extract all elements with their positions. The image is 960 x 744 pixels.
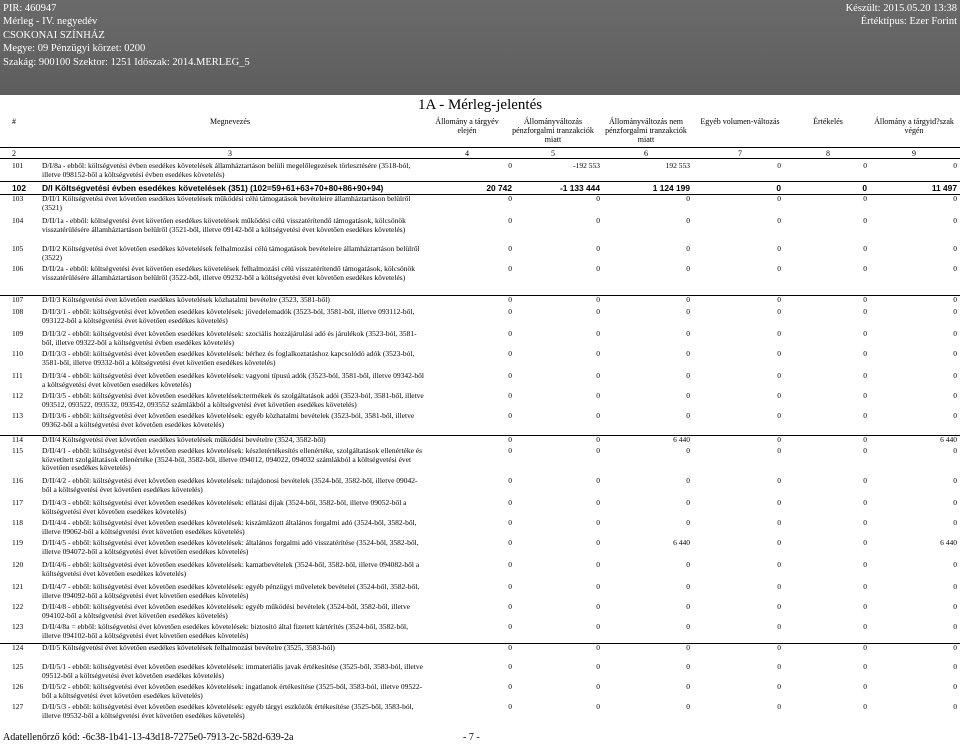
row-value: 0 [863, 194, 867, 203]
row-value: 0 [508, 295, 512, 304]
row-number: 118 [12, 518, 23, 527]
row-number: 111 [12, 371, 23, 380]
row-description: D/II/4/6 - ebből: költségvetési évet követően esedékes követelések: kamatbevételek (3524-ből, 3582-ből, illetve 094082-ből a költségvetési évet követően esedékes követelés) [42, 560, 420, 578]
row-value: 0 [686, 446, 690, 455]
row-value: 0 [863, 446, 867, 455]
row-value: 0 [953, 194, 957, 203]
row-value: 0 [508, 264, 512, 273]
row-value: 0 [863, 216, 867, 225]
row-description: D/II/4/5 - ebből: költségvetési évet követően esedékes követelések: általános forgalmi adó visszatérítése (3524-ből, 3582-ből, illetve 094072-ből a költségvetési évet követően esedékes követelés) [42, 538, 419, 556]
row-description: D/I Költségvetési évben esedékes követelések (351) (102=59+61+63+70+80+86+90+94) [42, 183, 384, 193]
row-value: 0 [596, 682, 600, 691]
row-value: 0 [953, 643, 957, 652]
row-number: 107 [12, 295, 24, 304]
row-description: D/II/4/8a = ebből: költségvetési évet követően esedékes követelések: biztosító által fizetett kártérítés (3524-ből, 3582-ből, illetve 094102-ből a költségvetési évet követően esedékes követelés) [42, 622, 408, 640]
row-value: 0 [596, 307, 600, 316]
row-value: 0 [596, 622, 600, 631]
row-value: 0 [777, 602, 781, 611]
row-value: 0 [596, 329, 600, 338]
row-value: 0 [686, 498, 690, 507]
row-value: 0 [596, 216, 600, 225]
row-number: 126 [12, 682, 24, 691]
row-value: 20 742 [486, 183, 512, 193]
row-description: D/I/8a - ebből: költségvetési évben esedékes követelések államháztartáson belüli megelőlegezések törlesztésére (3518-ból, illetve 098152-ből a költségvetési évben esedékes követelés) [42, 161, 411, 179]
row-description: D/II/2a - ebből: költségvetési évet követően esedékes követelések felhalmozási célú visszatérítendő támogatások, kölcsönök visszatérülésére államháztartáson belülről (3522-ből, illetve 09232-ből a költségvetési évet követően esedékes követelés) [42, 264, 416, 282]
row-number: 116 [12, 476, 23, 485]
row-value: 0 [596, 662, 600, 671]
row-value: 0 [953, 307, 957, 316]
row-value: 0 [508, 161, 512, 170]
header-pir: PIR: 460947 [3, 3, 57, 14]
column-number: 6 [644, 149, 648, 158]
row-value: 0 [686, 244, 690, 253]
row-value: 0 [953, 560, 957, 569]
row-value: 0 [863, 264, 867, 273]
row-description: D/II/4/3 - ebből: költségvetési évet követően esedékes követelések: ellátási díjak (3524-ből, 3582-ből, illetve 09052-ből a költségvetési évet követően esedékes követelés) [42, 498, 407, 516]
row-value: 0 [863, 582, 867, 591]
row-value: 0 [777, 411, 781, 420]
row-value: 0 [953, 329, 957, 338]
row-value: 0 [777, 446, 781, 455]
row-number: 108 [12, 307, 24, 316]
row-number: 103 [12, 194, 24, 203]
row-value: 0 [863, 329, 867, 338]
row-value: 0 [596, 411, 600, 420]
row-value: 0 [953, 622, 957, 631]
header-created: Készült: 2015.05.20 13:38 [845, 3, 957, 14]
row-value: 0 [686, 411, 690, 420]
row-value: 0 [863, 538, 867, 547]
row-description: D/II/1a - ebből: költségvetési évet követően esedékes követelések működési célú visszatérítendő támogatások, kölcsönök visszatérülésére államháztartáson belülről (3521-ből, illetve 09142-ből a költségvetési évet követően esedékes követelés) [42, 216, 406, 234]
row-description: D/II/3/2 - ebből: költségvetési évet követően esedékes követelések: szociális hozzájárulási adó és járulékok (3523-ból, 3581-ből, illetve 09322-ből a költségvetési évben esedékes követelés) [42, 329, 417, 347]
column-headers [0, 116, 960, 147]
table-row [0, 295, 960, 304]
column-number: 8 [826, 149, 830, 158]
row-value: 0 [953, 476, 957, 485]
row-value: 0 [777, 560, 781, 569]
row-description: D/II/5 Költségvetési évet követően esedékes követelések felhalmozási bevételre (3525, 3583-ból) [42, 643, 335, 652]
row-value: 0 [777, 371, 781, 380]
row-value: 0 [596, 498, 600, 507]
row-number: 109 [12, 329, 24, 338]
row-value: 0 [953, 498, 957, 507]
row-value: 6 440 [940, 538, 957, 547]
document-header-right [846, 2, 957, 29]
column-number: 7 [738, 149, 742, 158]
column-header-index: # [12, 117, 16, 126]
row-value: 0 [863, 702, 867, 711]
row-value: 0 [777, 307, 781, 316]
row-value: 0 [953, 702, 957, 711]
table-row [0, 643, 960, 652]
row-description: D/II/4/2 - ebből: költségvetési évet követően esedékes követelések: tulajdonosi bevételek (3524-ből, 3582-ből, illetve 09042-ből a költségvetési évet követően esedékes követelés) [42, 476, 418, 494]
row-value: 0 [863, 161, 867, 170]
row-value: 0 [863, 498, 867, 507]
row-value: 0 [596, 371, 600, 380]
row-value: 0 [686, 518, 690, 527]
footer-page-number: - 7 - [463, 732, 480, 743]
column-header-description: Megnevezés [210, 117, 250, 126]
row-number: 113 [12, 411, 23, 420]
row-number: 120 [12, 560, 24, 569]
column-number: 2 [12, 149, 16, 158]
column-number: 5 [551, 149, 555, 158]
row-value: 0 [777, 682, 781, 691]
row-value: 0 [863, 622, 867, 631]
row-value: 0 [508, 216, 512, 225]
row-description: D/II/4/8 - ebből: költségvetési évet követően esedékes követelések: egyéb működési bevételek (3524-ből, 3582-ből, illetve 094102-ből a költségvetési évet követően esedékes követelés) [42, 602, 411, 620]
row-description: D/II/4 Költségvetési évet követően esedékes követelések működési bevételre (3524, 3582-ből) [42, 435, 326, 444]
row-number: 124 [12, 643, 24, 652]
column-number: 9 [912, 149, 916, 158]
row-value: 0 [596, 264, 600, 273]
row-value: 0 [596, 194, 600, 203]
row-value: 0 [953, 349, 957, 358]
row-value: 0 [863, 662, 867, 671]
row-value: 0 [777, 264, 781, 273]
row-value: 6 440 [673, 538, 690, 547]
row-value: 0 [686, 662, 690, 671]
row-description: D/II/4/7 - ebből: költségvetési évet követően esedékes követelések: egyéb pénzügyi műveletek bevételei (3524-ből, 3582-ből, illetve 094092-ből a költségvetési évet követően esedékes követelés) [42, 582, 420, 600]
row-value: -192 553 [573, 161, 600, 170]
row-value: 0 [596, 295, 600, 304]
row-value: 192 553 [665, 161, 690, 170]
row-number: 104 [12, 216, 24, 225]
row-value: 0 [953, 682, 957, 691]
row-value: 0 [508, 682, 512, 691]
row-value: 0 [686, 682, 690, 691]
row-number: 115 [12, 446, 23, 455]
row-value: 0 [508, 244, 512, 253]
column-number: 3 [228, 149, 232, 158]
row-value: 0 [596, 476, 600, 485]
row-description: D/II/3/1 - ebből: költségvetési évet követően esedékes követelések: jövedelemadók (3523-ból, 3581-ből, illetve 093112-ből, 093122-ből a költségvetési évet követően esedékes követelés) [42, 307, 415, 325]
row-value: 0 [508, 194, 512, 203]
row-value: 0 [508, 391, 512, 400]
row-value: 0 [508, 349, 512, 358]
column-header-valuation: Értékelés [813, 117, 843, 126]
row-value: 0 [508, 446, 512, 455]
row-value: 0 [863, 371, 867, 380]
row-value: 6 440 [673, 435, 690, 444]
row-value: 0 [777, 643, 781, 652]
row-value: 0 [863, 643, 867, 652]
row-description: D/II/5/2 - ebből: költségvetési évet követően esedékes követelések: ingatlanok értékesítése (3525-ből, 3583-ból, illetve 09522-ből a költségvetési évet követően esedékes követelés) [42, 682, 423, 700]
row-value: 0 [777, 161, 781, 170]
row-value: 0 [596, 446, 600, 455]
row-value: 0 [953, 662, 957, 671]
row-value: 0 [508, 329, 512, 338]
document-header-left [3, 2, 250, 69]
table-row [0, 181, 960, 195]
row-value: 0 [508, 602, 512, 611]
row-value: 0 [596, 435, 600, 444]
row-value: 0 [863, 435, 867, 444]
row-value: 0 [596, 602, 600, 611]
row-value: 0 [777, 194, 781, 203]
column-header-cash-change: Állományváltozás pénzforgalmi tranzakciók miatt [512, 117, 594, 144]
document-header-band [0, 0, 960, 95]
row-value: 0 [686, 371, 690, 380]
row-value: 0 [508, 643, 512, 652]
row-value: 0 [596, 560, 600, 569]
row-value: 0 [686, 602, 690, 611]
row-number: 121 [12, 582, 24, 591]
row-value: 0 [777, 538, 781, 547]
row-description: D/II/5/1 - ebből: költségvetési évet követően esedékes követelések: immateriális javak értékesítése (3525-ből, 3583-ból, illetve 09512-ből a költségvetési évet követően esedékes követelés) [42, 662, 423, 680]
row-value: 0 [863, 391, 867, 400]
row-description: D/II/3/6 - ebből: költségvetési évet követően esedékes követelések: egyéb közhatalmi bevételek (3523-ból, 3581-ből, illetve 09362-ből a költségvetési évet követően esedékes követelés) [42, 411, 415, 429]
row-number: 125 [12, 662, 24, 671]
row-value: 0 [508, 371, 512, 380]
row-value: 0 [686, 702, 690, 711]
row-value: 0 [953, 295, 957, 304]
row-value: 0 [596, 391, 600, 400]
row-value: 0 [686, 560, 690, 569]
row-number: 127 [12, 702, 24, 711]
row-value: 0 [777, 476, 781, 485]
row-value: 0 [508, 662, 512, 671]
row-value: 0 [596, 244, 600, 253]
row-value: 0 [863, 411, 867, 420]
header-institution: CSOKONAI SZÍNHÁZ [3, 29, 105, 41]
row-value: 0 [863, 602, 867, 611]
row-value: 0 [686, 216, 690, 225]
row-value: 0 [863, 244, 867, 253]
row-value: 0 [776, 183, 781, 193]
row-value: 0 [686, 295, 690, 304]
row-value: 0 [777, 244, 781, 253]
column-header-closing: Állomány a tárgyid?szak végén [874, 117, 954, 135]
row-value: 0 [508, 498, 512, 507]
row-value: 0 [777, 702, 781, 711]
row-description: D/II/3/5 - ebből: költségvetési évet követően esedékes követelések:termékek és szolgáltatások adói (3523-ból, 3581-ből, illetve 093512, 093522, 093532, 093542, 093552 számlákból a költségvetési évet követően esedékes követelés) [42, 391, 424, 409]
row-value: 0 [686, 582, 690, 591]
row-description: D/II/3/3 - ebből: költségvetési évet követően esedékes követelések: bérhez és foglalkoztatáshoz kapcsolódó adók (3523-ból, 3581-ből, illetve 09332-ből a költségvetési évet követően esedékes követelés) [42, 349, 415, 367]
row-value: 0 [863, 518, 867, 527]
row-value: 0 [953, 391, 957, 400]
header-county: Megye: 09 Pénzügyi körzet: 0200 [3, 43, 146, 55]
header-sector: Szakág: 900100 Szektor: 1251 Időszak: 2014.MERLEG_5 [3, 56, 250, 68]
row-value: 0 [508, 411, 512, 420]
header-report-type: Mérleg - IV. negyedév [3, 16, 98, 28]
header-value-type: Értéktípus: Ezer Forint [860, 16, 957, 28]
document-footer [3, 732, 960, 744]
row-value: 0 [953, 161, 957, 170]
row-value: 0 [953, 264, 957, 273]
row-number: 122 [12, 602, 24, 611]
row-value: 0 [953, 411, 957, 420]
row-value: 0 [508, 518, 512, 527]
row-description: D/II/3 Költségvetési évet követően esedékes követelések közhatalmi bevételre (3523, 3581-ből) [42, 295, 330, 304]
row-value: 0 [953, 518, 957, 527]
row-number: 101 [12, 161, 24, 170]
row-value: 0 [686, 264, 690, 273]
row-number: 110 [12, 349, 23, 358]
row-number: 105 [12, 244, 24, 253]
table-row [0, 435, 960, 444]
row-value: 0 [508, 560, 512, 569]
row-value: 0 [953, 446, 957, 455]
row-value: 0 [596, 538, 600, 547]
row-value: 0 [953, 602, 957, 611]
column-number: 4 [465, 149, 469, 158]
row-value: 0 [863, 560, 867, 569]
row-value: 6 440 [940, 435, 957, 444]
row-value: 0 [777, 435, 781, 444]
row-value: 0 [508, 435, 512, 444]
row-description: D/II/5/3 - ebből: költségvetési évet követően esedékes követelések: egyéb tárgyi eszközök értékesítése (3525-ből, 3583-ból, illetve 09532-ből a költségvetési évet követően esedékes követelés) [42, 702, 414, 720]
row-value: 11 497 [931, 183, 957, 193]
row-value: 0 [596, 518, 600, 527]
row-number: 119 [12, 538, 23, 547]
row-value: 0 [777, 391, 781, 400]
row-value: 0 [863, 349, 867, 358]
row-value: 0 [863, 682, 867, 691]
row-value: 0 [508, 538, 512, 547]
row-value: 0 [862, 183, 867, 193]
row-value: 0 [777, 295, 781, 304]
row-value: 0 [686, 194, 690, 203]
row-value: -1 133 444 [559, 183, 600, 193]
row-value: 0 [777, 662, 781, 671]
row-description: D/II/4/1 - ebből: költségvetési évet követően esedékes követelések: készletértékesítés ellenértéke, szolgáltatások ellenértéke és közvetített szolgáltatások ellenértéke (3524-ből, 3582-ből, illetve 094012, 094022, 094032 számlákból a költségvetési évet követően esedékes követelés) [42, 446, 423, 473]
column-header-opening: Állomány a tárgyév elején [435, 117, 499, 135]
row-value: 0 [508, 702, 512, 711]
row-value: 0 [686, 391, 690, 400]
row-value: 0 [863, 295, 867, 304]
row-value: 0 [508, 307, 512, 316]
row-value: 0 [596, 702, 600, 711]
row-number: 106 [12, 264, 24, 273]
row-number: 112 [12, 391, 23, 400]
row-value: 0 [777, 582, 781, 591]
row-number: 102 [12, 183, 26, 193]
row-value: 0 [686, 329, 690, 338]
row-value: 0 [777, 349, 781, 358]
row-value: 0 [953, 582, 957, 591]
row-number: 123 [12, 622, 24, 631]
row-value: 0 [596, 643, 600, 652]
row-value: 0 [686, 476, 690, 485]
row-number: 114 [12, 435, 23, 444]
row-value: 0 [596, 349, 600, 358]
row-description: D/II/2 Költségvetési évet követően esedékes követelések felhalmozási célú támogatások bevételeire államháztartáson belülről (3522) [42, 244, 420, 262]
row-value: 0 [508, 622, 512, 631]
column-header-noncash-change: Állományváltozás nem pénzforgalmi tranzakciók miatt [605, 117, 687, 144]
row-description: D/II/4/4 - ebből: költségvetési évet követően esedékes követelések: kiszámlázott általános forgalmi adó (3524-ből, 3582-ből, illetve 09062-ből a költségvetési évet követően esedékes követelés) [42, 518, 417, 536]
row-description: D/II/1 Költségvetési évet követően esedékes követelések működési célú támogatások bevételeire államháztartáson belülről (3521) [42, 194, 411, 212]
page-title: 1A - Mérleg-jelentés [417, 97, 543, 113]
row-value: 0 [596, 582, 600, 591]
footer-check-code: Adatellenőrző kód: -6c38-1b41-13-43d18-7275e0-7913-2c-582d-639-2a [3, 732, 294, 743]
row-description: D/II/3/4 - ebből: költségvetési évet követően esedékes követelések: vagyoni típusú adók (3523-ból, 3581-ből, illetve 09342-ből a költségvetési évet követően esedékes követelés) [42, 371, 424, 389]
row-value: 0 [508, 476, 512, 485]
row-value: 0 [953, 371, 957, 380]
row-value: 0 [508, 582, 512, 591]
row-value: 0 [686, 307, 690, 316]
row-value: 0 [863, 307, 867, 316]
row-value: 0 [777, 622, 781, 631]
row-value: 0 [863, 476, 867, 485]
row-value: 0 [686, 643, 690, 652]
row-value: 0 [686, 622, 690, 631]
row-value: 0 [777, 498, 781, 507]
row-value: 0 [953, 244, 957, 253]
row-value: 0 [777, 518, 781, 527]
row-value: 0 [777, 329, 781, 338]
column-header-other-volume: Egyéb volumen-változás [700, 117, 780, 126]
column-numbers [0, 147, 960, 159]
row-value: 0 [686, 349, 690, 358]
row-number: 117 [12, 498, 23, 507]
row-value: 0 [953, 216, 957, 225]
row-value: 1 124 199 [652, 183, 690, 193]
row-value: 0 [777, 216, 781, 225]
